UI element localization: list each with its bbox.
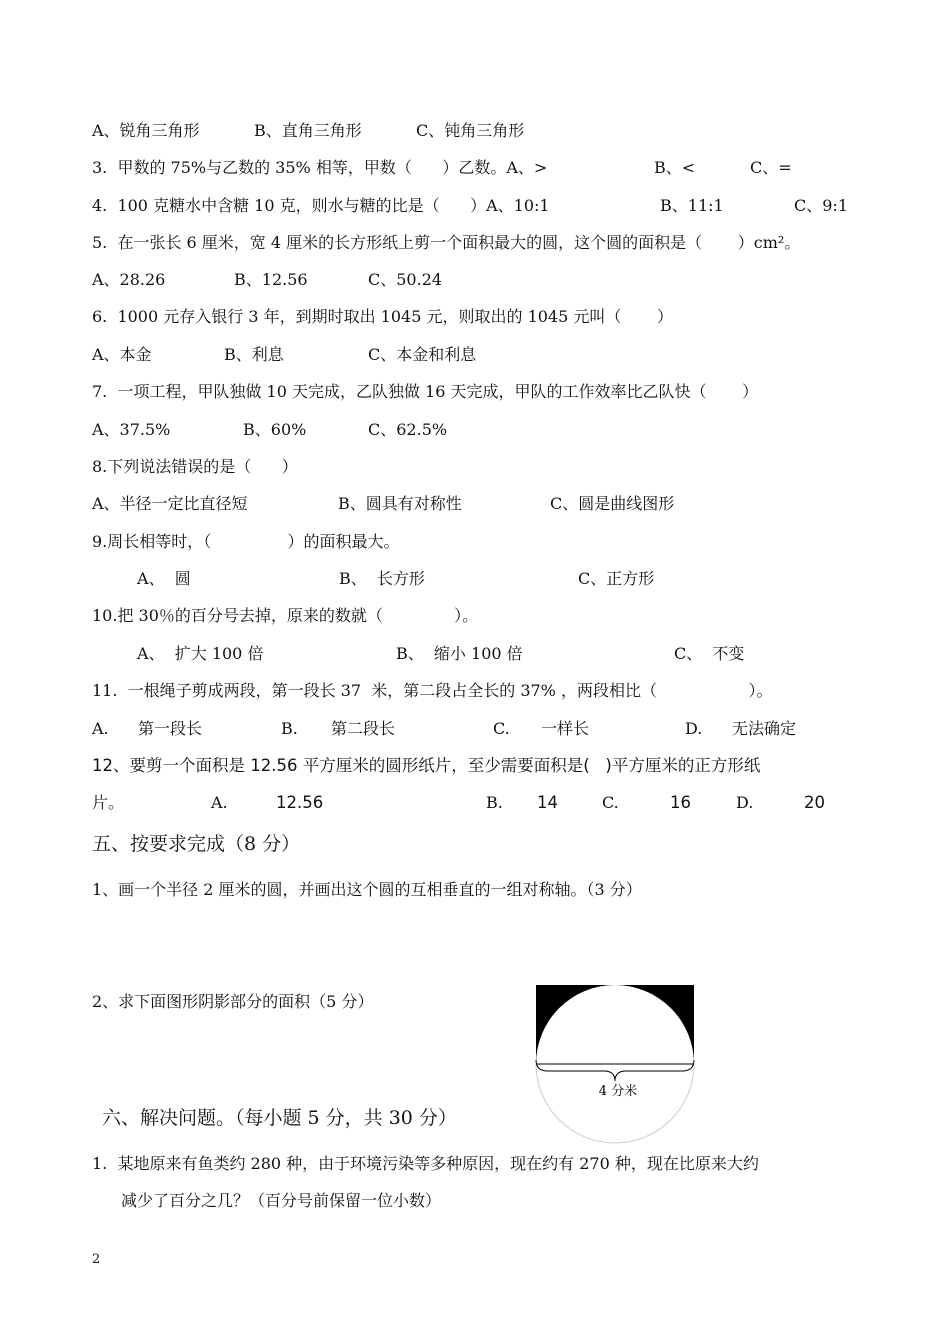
option-a-text: 12.56	[276, 793, 324, 812]
option-c: C、圆是曲线图形	[550, 494, 675, 513]
section-6-question-1-line2: 减少了百分之几？（百分号前保留一位小数）	[121, 1191, 442, 1210]
question-3-stem: 3. 甲数的 75%与乙数的 35% 相等，甲数（ ）乙数。A、>	[92, 158, 548, 177]
option-c: C、9:1	[794, 196, 848, 215]
question-11	[92, 681, 773, 721]
option-b-text: 第二段长	[331, 719, 396, 738]
section-6-question-1-cont	[92, 1191, 442, 1231]
option-a: A、半径一定比直径短	[92, 494, 248, 513]
question-9-stem: 9.周长相等时，（ ）的面积最大。	[92, 532, 400, 551]
option-b: B、圆具有对称性	[338, 494, 462, 513]
section-6-title	[102, 1106, 457, 1154]
question-12-stem: 12、要剪一个面积是 12.56 平方厘米的圆形纸片，至少需要面积是( )平方厘米的正方形纸	[92, 756, 761, 775]
option-a: A、锐角三角形	[92, 121, 200, 140]
option-b: B、<	[654, 158, 696, 177]
question-4-stem: 4. 100 克糖水中含糖 10 克，则水与糖的比是（ ）A、10:1	[92, 196, 550, 215]
question-10-stem: 10.把 30％的百分号去掉，原来的数就（ ）。	[92, 606, 479, 625]
section-6-title-text: 六、解决问题。（每小题 5 分，共 30 分）	[102, 1107, 457, 1129]
option-c-text: 一样长	[541, 719, 590, 738]
option-c: C、62.5%	[368, 420, 448, 439]
section-5-title-text: 五、按要求完成（8 分）	[92, 833, 301, 855]
section-6-question-1	[92, 1154, 759, 1194]
option-c: C、50.24	[368, 270, 443, 289]
option-c: C、钝角三角形	[416, 121, 525, 140]
option-b: B、11:1	[660, 196, 724, 215]
option-a: A、28.26	[92, 270, 166, 289]
option-a-letter: A.	[92, 719, 109, 738]
option-b-letter: B.	[281, 719, 298, 738]
option-d-letter: D.	[685, 719, 703, 738]
option-a: A、 扩大 100 倍	[137, 644, 264, 663]
question-11-stem: 11. 一根绳子剪成两段，第一段长 37 米，第二段占全长的 37% ，两段相比（ ）。	[92, 681, 773, 700]
section-5-question-1-stem: 1、画一个半径 2 厘米的圆，并画出这个圆的互相垂直的一组对称轴。（3 分）	[92, 880, 642, 899]
question-7	[92, 382, 759, 422]
section-5-question-1	[92, 880, 642, 920]
question-8-stem: 8.下列说法错误的是（ ）	[92, 457, 298, 476]
option-b: B、直角三角形	[254, 121, 362, 140]
option-a: A、 圆	[137, 569, 191, 588]
option-b: B、利息	[224, 345, 284, 364]
option-c-letter: C.	[493, 719, 510, 738]
question-6-stem: 6. 1000 元存入银行 3 年，到期时取出 1045 元，则取出的 1045 元叫（ ）	[92, 307, 673, 326]
option-d-letter: D.	[736, 793, 754, 812]
page-number: 2	[92, 1252, 101, 1267]
section-6-question-1-line1: 1. 某地原来有鱼类约 280 种，由于环境污染等多种原因，现在约有 270 种，现在比原来大约	[92, 1154, 759, 1173]
option-a-text: 第一段长	[138, 719, 203, 738]
option-d-text: 无法确定	[732, 719, 797, 738]
option-d-text: 20	[804, 793, 825, 812]
figure-label: 4 分米	[598, 1084, 638, 1099]
option-b: B、12.56	[234, 270, 308, 289]
option-a: A、37.5%	[92, 420, 171, 439]
option-c: C、=	[750, 158, 792, 177]
option-a-letter: A.	[211, 793, 228, 812]
option-b: B、 缩小 100 倍	[396, 644, 523, 663]
option-b-letter: B.	[486, 793, 503, 812]
section-5-title	[92, 832, 301, 880]
option-c: C、正方形	[578, 569, 655, 588]
question-10	[92, 606, 479, 646]
option-c-letter: C.	[602, 793, 619, 812]
section-5-question-2-stem: 2、求下面图形阴影部分的面积（5 分）	[92, 992, 374, 1011]
question-12-tail: 片。	[92, 793, 125, 812]
shaded-area-figure	[532, 983, 697, 1149]
question-5	[92, 233, 801, 273]
option-c: C、本金和利息	[368, 345, 477, 364]
question-5-stem: 5. 在一张长 6 厘米，宽 4 厘米的长方形纸上剪一个面积最大的圆，这个圆的面积是（ ）cm²。	[92, 233, 801, 252]
circle-lower-arc	[536, 1064, 694, 1143]
option-b-text: 14	[537, 793, 558, 812]
option-c-text: 16	[670, 793, 691, 812]
question-7-stem: 7. 一项工程，甲队独做 10 天完成，乙队独做 16 天完成，甲队的工作效率比乙队快（ ）	[92, 382, 759, 401]
option-a: A、本金	[92, 345, 152, 364]
question-12	[92, 756, 761, 796]
option-c: C、 不变	[674, 644, 745, 663]
question-9	[92, 532, 400, 572]
section-5-question-2	[92, 992, 374, 1032]
question-8	[92, 457, 298, 497]
question-6	[92, 307, 673, 347]
option-b: B、60%	[243, 420, 307, 439]
option-b: B、 长方形	[339, 569, 425, 588]
